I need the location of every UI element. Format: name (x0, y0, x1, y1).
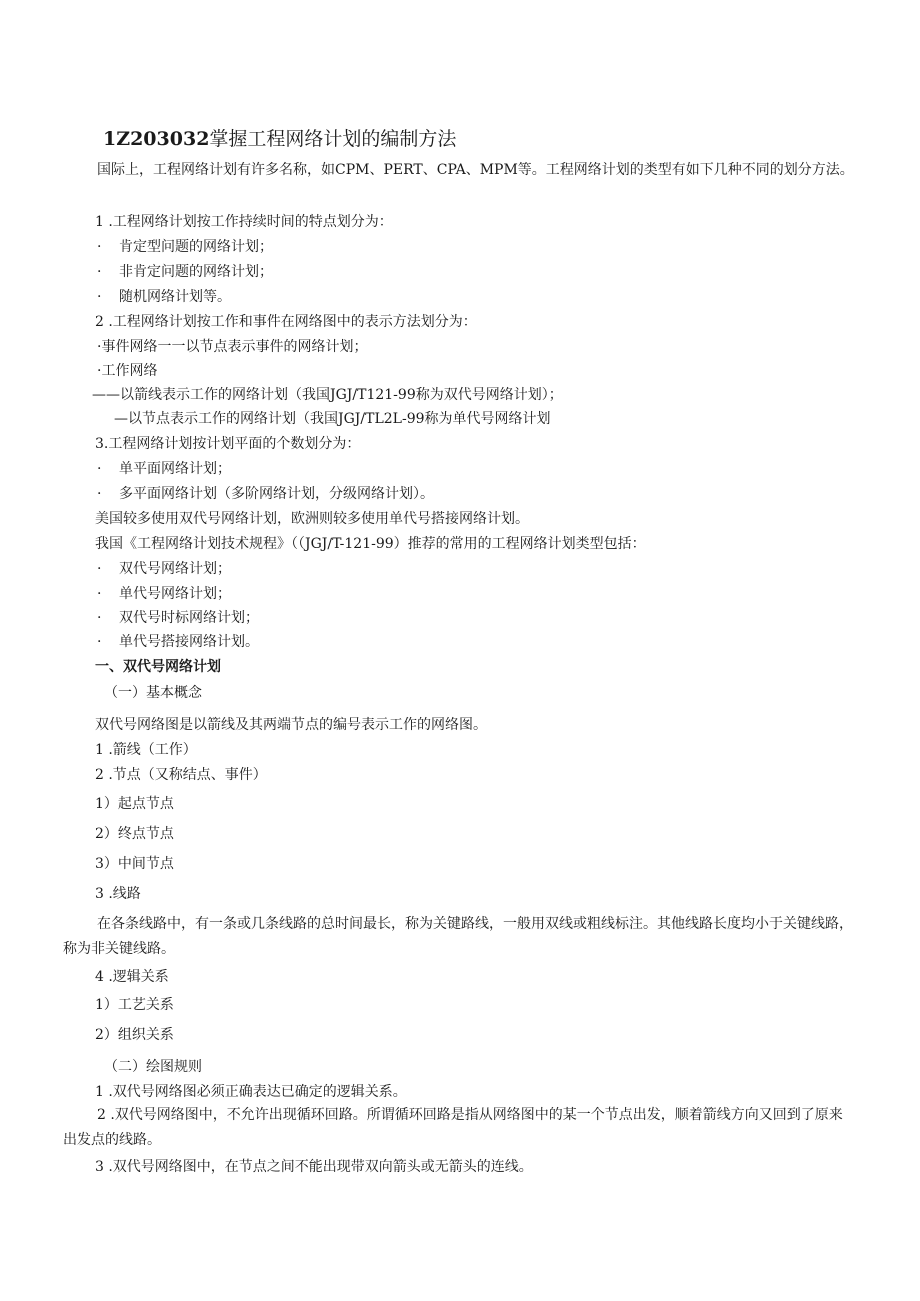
list-item: · 肯定型问题的网络计划； (97, 239, 273, 255)
list-item: 1 .双代号网络图必须正确表达已确定的逻辑关系。 (95, 1084, 407, 1100)
list-item: · 单代号搭接网络计划。 (97, 634, 259, 650)
list-item: 3）中间节点 (95, 856, 174, 872)
section-3-heading: 3.工程网络计划按计划平面的个数划分为： (95, 436, 361, 452)
list-item: 3 .双代号网络图中，在节点之间不能出现带双向箭头或无箭头的连线。 (95, 1159, 533, 1175)
list-item: ·工作网络 (97, 363, 158, 379)
paragraph: 我国《工程网络计划技术规程》（（JGJ∕T-121-99）推荐的常用的工程网络计划类型包括： (95, 536, 646, 552)
section-heading: 一、双代号网络计划 (95, 659, 221, 675)
list-item: · 多平面网络计划（多阶网络计划，分级网络计划）。 (97, 486, 434, 502)
section-2-heading: 2 .工程网络计划按工作和事件在网络图中的表示方法划分为： (95, 314, 477, 330)
list-item: ——以箭线表示工作的网络计划（我国JGJ/T121-99称为双代号网络计划）； (92, 387, 563, 403)
list-item: 1 .箭线（工作） (95, 742, 197, 758)
paragraph: 双代号网络图是以箭线及其两端节点的编号表示工作的网络图。 (95, 717, 487, 733)
list-item: · 非肯定问题的网络计划； (97, 264, 273, 280)
subsection-heading: （一）基本概念 (104, 685, 202, 701)
paragraph: 在各条线路中，有一条或几条线路的总时间最长，称为关键路线，一般用双线或粗线标注。其他线路长度均小于关键线路，称为非关键线路。 (63, 916, 853, 957)
list-item: 2）终点节点 (95, 826, 174, 842)
title-code: 1Z203032 (103, 128, 210, 150)
list-item: 2）组织关系 (95, 1027, 174, 1043)
list-item: 3 .线路 (95, 886, 141, 902)
section-1-heading: 1 .工程网络计划按工作持续时间的特点划分为： (95, 214, 393, 230)
list-item: · 单代号网络计划； (97, 586, 231, 602)
paragraph: 美国较多使用双代号网络计划，欧洲则较多使用单代号搭接网络计划。 (95, 511, 529, 527)
list-item: · 双代号时标网络计划； (97, 610, 259, 626)
page-title (103, 124, 456, 151)
list-item: 2 .节点（又称结点、事件） (95, 767, 267, 783)
intro-paragraph: 国际上，工程网络计划有许多名称，如CPM、PERT、CPA、MPM等。工程网络计划的类型有如下几种不同的划分方法。 (97, 162, 854, 178)
list-item: · 双代号网络计划； (97, 561, 231, 577)
list-item: 1）起点节点 (95, 796, 174, 812)
list-item: · 随机网络计划等。 (97, 289, 231, 305)
list-item: · 单平面网络计划； (97, 461, 231, 477)
title-text: 掌握工程网络计划的编制方法 (209, 128, 457, 150)
list-item: —以节点表示工作的网络计划（我国JGJ/TL2L-99称为单代号网络计划 (114, 411, 551, 427)
paragraph: 2 .双代号网络图中，不允许出现循环回路。所谓循环回路是指从网络图中的某一个节点出发，顺着箭线方向又回到了原来出发点的线路。 (63, 1107, 843, 1148)
list-item: 1）工艺关系 (95, 997, 174, 1013)
list-item: ·事件网络一一以节点表示事件的网络计划； (97, 339, 368, 355)
subsection-heading: （二）绘图规则 (104, 1059, 202, 1075)
list-item: 4 .逻辑关系 (95, 969, 169, 985)
